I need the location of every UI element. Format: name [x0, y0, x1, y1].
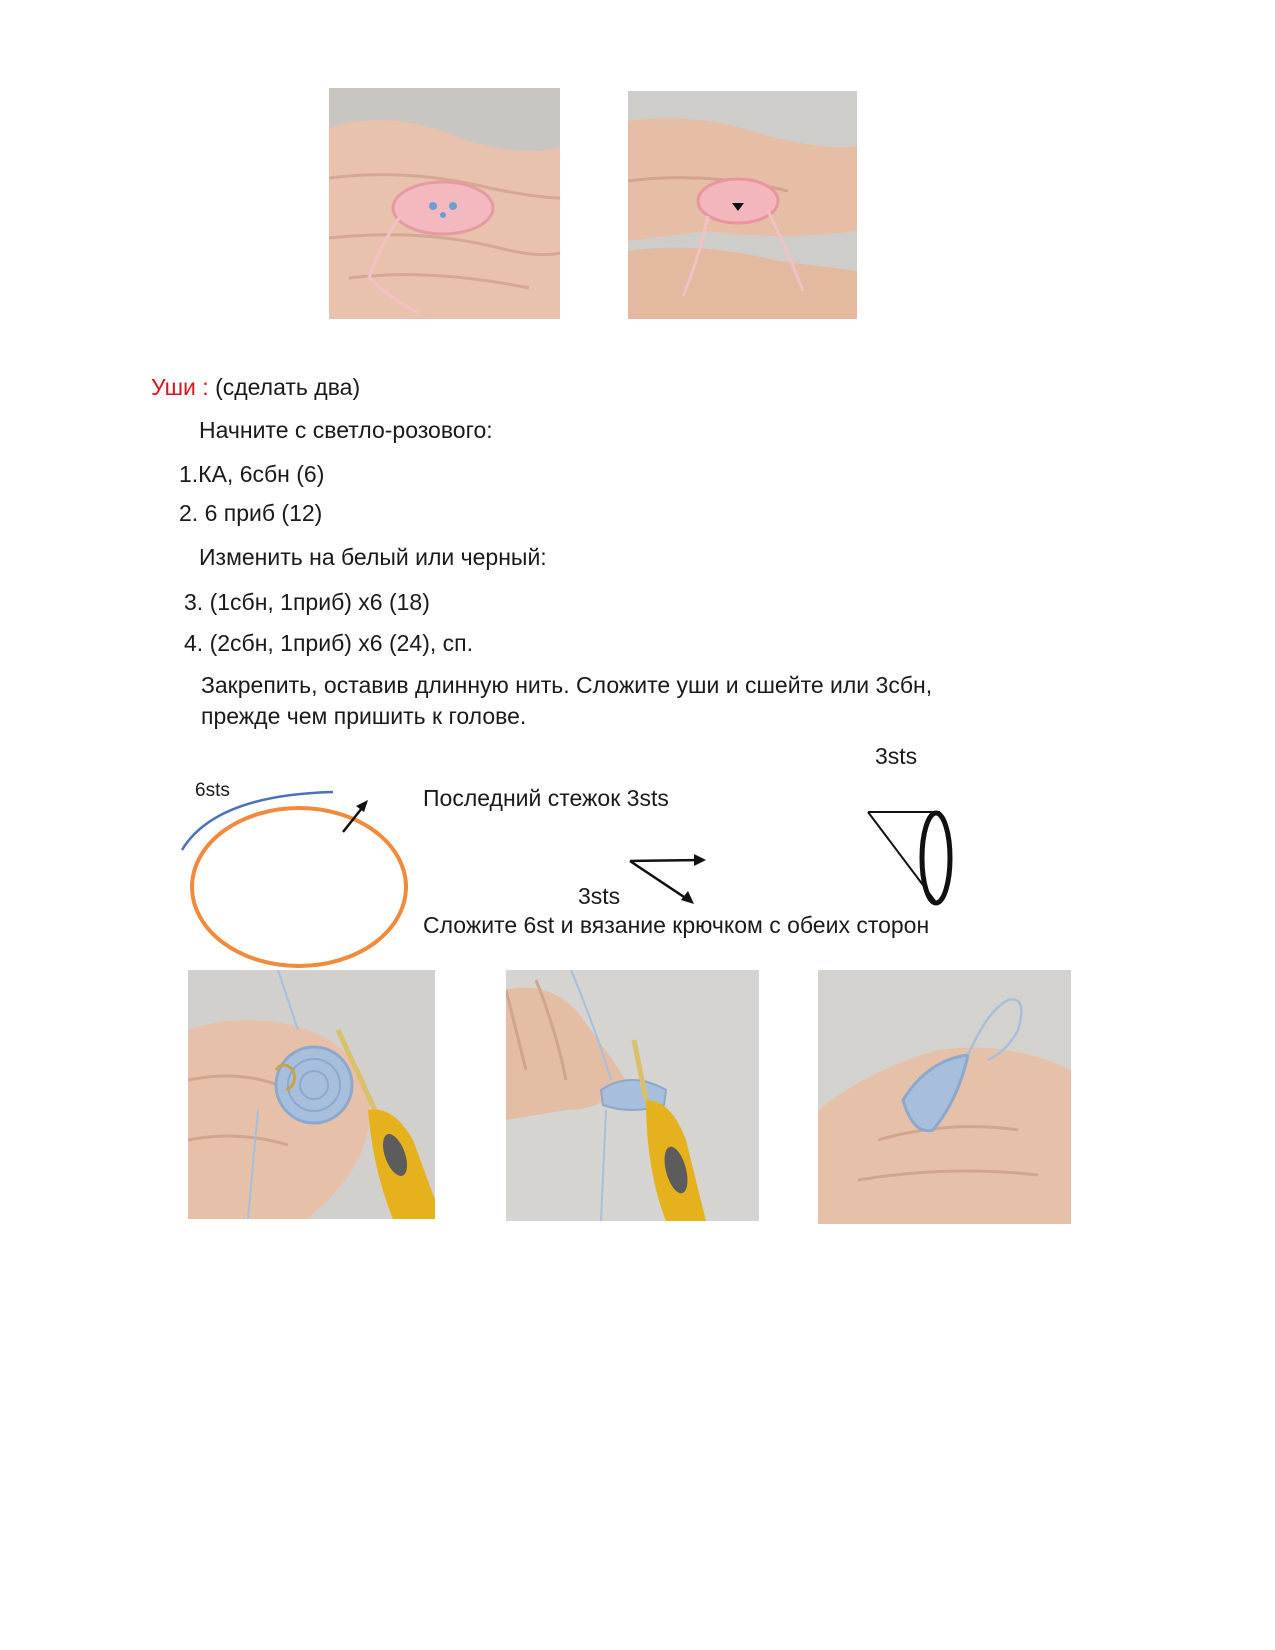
photo-finished-ear [818, 970, 1071, 1224]
zigzag-top [630, 860, 703, 861]
row-3: 3. (1сбн, 1приб) х6 (18) [184, 589, 430, 615]
cone-bottom-edge [868, 812, 935, 901]
photo-pink-muzzle-nose [628, 91, 857, 319]
row-1: 1.КА, 6сбн (6) [179, 461, 325, 487]
change-color-line: Изменить на белый или черный: [199, 544, 547, 570]
finish-line-2: прежде чем пришить к голове. [201, 703, 527, 729]
cone-opening [922, 813, 950, 903]
ring-arrow-head-icon [356, 800, 368, 812]
pink-crochet-muzzle-photo-icon [329, 88, 560, 319]
ring-arrow [343, 803, 366, 832]
blue-crochet-circle-hook-photo-icon [188, 970, 435, 1219]
section-title-note: (сделать два) [215, 374, 361, 400]
zigzag-top-head-icon [694, 854, 706, 866]
label-last-stitch: Последний стежок 3sts [423, 785, 669, 811]
zigzag-bottom [630, 861, 690, 901]
label-fold: Сложите 6st и вязание крючком с обеих сторон [423, 912, 930, 938]
section-heading [151, 372, 360, 403]
zigzag-bottom-head-icon [681, 891, 694, 904]
pink-crochet-muzzle-nose-photo-icon [628, 91, 857, 319]
orange-ring [192, 808, 406, 966]
start-color-line: Начните с светло-розового: [199, 417, 493, 443]
finished-ear-photo-icon [818, 970, 1071, 1224]
photo-folded-ear-hook [506, 970, 759, 1221]
label-3sts-mid: 3sts [578, 883, 621, 909]
label-6sts: 6sts [195, 780, 230, 801]
finish-line-1: Закрепить, оставив длинную нить. Сложите уши и сшейте или 3сбн, [201, 672, 933, 698]
label-3sts-cone: 3sts [875, 743, 918, 769]
photo-blue-circle-hook [188, 970, 435, 1219]
section-title: Уши : [151, 374, 209, 400]
folded-ear-crochet-hook-photo-icon [506, 970, 759, 1221]
row-4: 4. (2сбн, 1приб) х6 (24), сп. [184, 630, 473, 656]
row-2: 2. 6 приб (12) [179, 500, 323, 526]
photo-pink-muzzle [329, 88, 560, 319]
